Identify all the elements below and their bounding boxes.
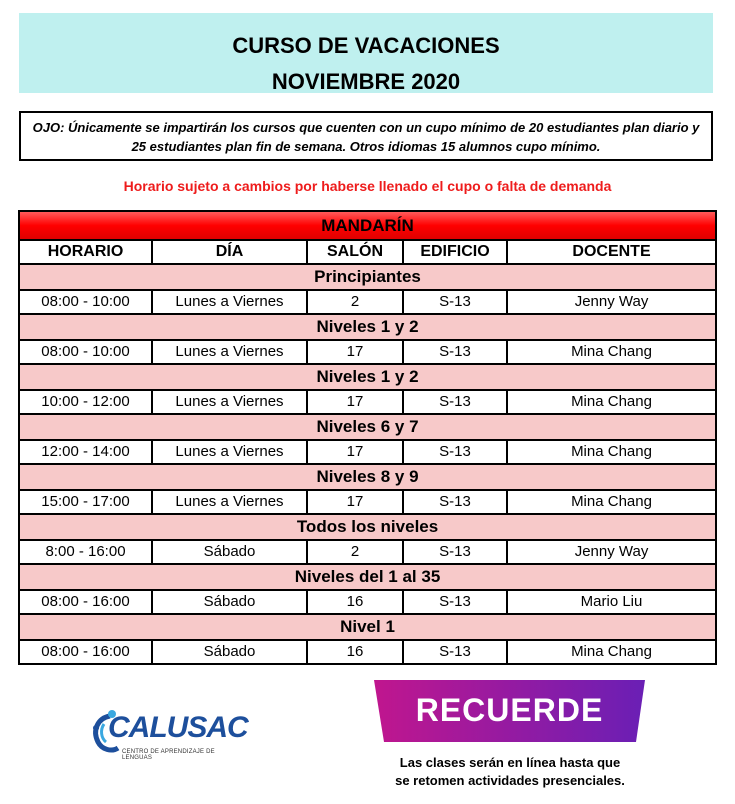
column-header: HORARIO — [19, 240, 152, 264]
day-cell: Lunes a Viernes — [152, 490, 307, 514]
building-cell: S-13 — [403, 590, 507, 614]
building-cell: S-13 — [403, 290, 507, 314]
level-group-row — [19, 564, 716, 590]
level-group-row — [19, 414, 716, 440]
room-cell: 17 — [307, 440, 403, 464]
time-cell: 10:00 - 12:00 — [19, 390, 152, 414]
schedule-warning: Horario sujeto a cambios por haberse llenado el cupo o falta de demanda — [123, 178, 612, 194]
room-cell: 17 — [307, 340, 403, 364]
day-cell: Sábado — [152, 640, 307, 664]
level-name: Niveles 6 y 7 — [19, 414, 716, 440]
table-row — [19, 440, 716, 464]
column-header: DÍA — [152, 240, 307, 264]
page-title: CURSO DE VACACIONES — [232, 33, 500, 58]
building-cell: S-13 — [403, 390, 507, 414]
level-group-row — [19, 264, 716, 290]
room-cell: 2 — [307, 290, 403, 314]
level-name: Niveles del 1 al 35 — [19, 564, 716, 590]
room-cell: 17 — [307, 390, 403, 414]
level-group-row — [19, 614, 716, 640]
level-name: Niveles 8 y 9 — [19, 464, 716, 490]
room-cell: 16 — [307, 590, 403, 614]
page-subtitle: NOVIEMBRE 2020 — [271, 69, 461, 94]
table-row — [19, 290, 716, 314]
table-row — [19, 640, 716, 664]
building-cell: S-13 — [403, 490, 507, 514]
building-cell: S-13 — [403, 640, 507, 664]
title-banner — [19, 13, 713, 93]
level-group-row — [19, 364, 716, 390]
room-cell: 16 — [307, 640, 403, 664]
building-cell: S-13 — [403, 540, 507, 564]
table-row — [19, 540, 716, 564]
day-cell: Lunes a Viernes — [152, 390, 307, 414]
teacher-cell: Mina Chang — [507, 490, 716, 514]
level-name: Nivel 1 — [19, 614, 716, 640]
time-cell: 08:00 - 16:00 — [19, 590, 152, 614]
time-cell: 08:00 - 16:00 — [19, 640, 152, 664]
column-header: EDIFICIO — [403, 240, 507, 264]
level-name: Principiantes — [19, 264, 716, 290]
table-row — [19, 590, 716, 614]
teacher-cell: Mina Chang — [507, 640, 716, 664]
building-cell: S-13 — [403, 340, 507, 364]
reminder-message — [360, 754, 660, 790]
column-header: DOCENTE — [507, 240, 716, 264]
notice-box — [19, 111, 713, 161]
teacher-cell: Jenny Way — [507, 540, 716, 564]
level-group-row — [19, 314, 716, 340]
time-cell: 08:00 - 10:00 — [19, 340, 152, 364]
schedule-table — [18, 210, 717, 665]
day-cell: Sábado — [152, 590, 307, 614]
calusac-logo — [88, 708, 248, 768]
reminder-badge — [374, 680, 645, 742]
table-row — [19, 340, 716, 364]
day-cell: Lunes a Viernes — [152, 340, 307, 364]
table-row — [19, 390, 716, 414]
level-name: Niveles 1 y 2 — [19, 364, 716, 390]
level-name: Todos los niveles — [19, 514, 716, 540]
reminder-label: RECUERDE — [415, 692, 604, 728]
table-row — [19, 490, 716, 514]
day-cell: Lunes a Viernes — [152, 440, 307, 464]
teacher-cell: Jenny Way — [507, 290, 716, 314]
day-cell: Lunes a Viernes — [152, 290, 307, 314]
room-cell: 17 — [307, 490, 403, 514]
logo-subtitle: CENTRO DE APRENDIZAJE DE LENGUAS — [122, 749, 215, 761]
time-cell: 08:00 - 10:00 — [19, 290, 152, 314]
teacher-cell: Mina Chang — [507, 440, 716, 464]
time-cell: 15:00 - 17:00 — [19, 490, 152, 514]
language-title: MANDARÍN — [19, 211, 716, 240]
logo-wordmark: CALUSAC — [108, 711, 248, 744]
teacher-cell: Mina Chang — [507, 340, 716, 364]
column-header-row — [19, 240, 716, 264]
room-cell: 2 — [307, 540, 403, 564]
day-cell: Sábado — [152, 540, 307, 564]
reminder-line: se retomen actividades presenciales. — [395, 773, 625, 788]
notice-text: OJO: Únicamente se impartirán los cursos que cuenten con un cupo mínimo de 20 estudiantes plan diario y 25 estudiantes plan fin de semana. Otros idiomas 15 alumnos cupo mínimo. — [32, 120, 700, 154]
level-name: Niveles 1 y 2 — [19, 314, 716, 340]
teacher-cell: Mario Liu — [507, 590, 716, 614]
level-group-row — [19, 464, 716, 490]
column-header: SALÓN — [307, 240, 403, 264]
reminder-line: Las clases serán en línea hasta que — [399, 755, 621, 770]
time-cell: 8:00 - 16:00 — [19, 540, 152, 564]
time-cell: 12:00 - 14:00 — [19, 440, 152, 464]
language-header-row — [19, 211, 716, 240]
building-cell: S-13 — [403, 440, 507, 464]
level-group-row — [19, 514, 716, 540]
teacher-cell: Mina Chang — [507, 390, 716, 414]
